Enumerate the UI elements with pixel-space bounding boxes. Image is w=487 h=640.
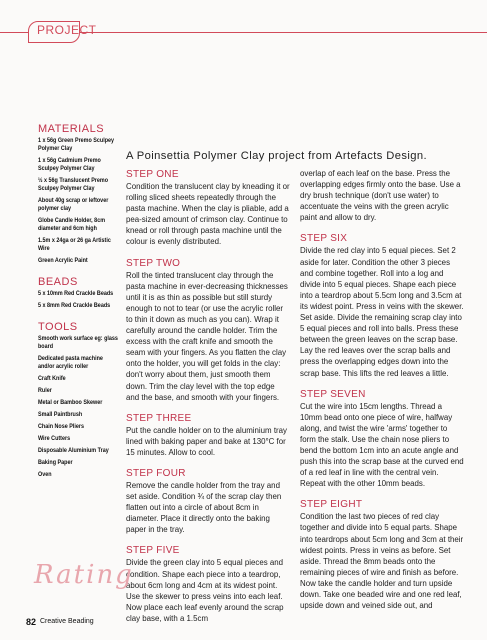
beads-section (38, 276, 118, 310)
step-heading: STEP TWO (126, 257, 181, 269)
tools-item: Disposable Aluminium Tray (38, 447, 109, 454)
beads-heading: BEADS (38, 276, 78, 288)
step-text: Divide the red clay into 5 equal pieces. Set 2 aside for later. Condition the other 3 pieces and combine together. Roll into a log and divide into 5 equal pieces. Shape each piece into a teardrop about 5.5cm long and 3.5cm at its widest point. Press in veins with the skewer. Set aside. Divide the remaining scrap clay into 5 equal pieces and roll into balls. Press these between the green leaves on the scrap base. Lay the red leaves over the scrap balls and press the overlapping edges down into the scrap base. This lifts the red leaves a little. (300, 246, 464, 378)
step-heading: STEP THREE (126, 412, 192, 424)
step-text: Put the candle holder on to the aluminium tray lined with baking paper and bake at 130°C for 15 minutes. Allow to cool. (126, 425, 287, 457)
step-heading: STEP FIVE (126, 545, 180, 557)
tools-heading: TOOLS (38, 321, 78, 333)
step-text: Cut the wire into 15cm lengths. Thread a 10mm bead onto one piece of wire, halfway along, and twist the wire 'arms' together to form the stalk. Use the chain nose pliers to bend the bottom 1cm into an acute angle and push this into the scrap base at the curved end of a red leaf in line with the central vein. Repeat with the other 10mm beads. (300, 401, 464, 489)
tools-item: Ruler (38, 387, 52, 394)
step-text: Condition the last two pieces of red clay together and divide into 5 equal parts. Shape into teardrops about 5cm long and 3cm at their widest points. Press in veins as before. Set aside. Thread the 8mm beads onto the remaining pieces of wire and finish as before. Now take the candle holder and turn upside down. Take one beaded wire and one red leaf, upside down and veined side out, and (300, 512, 464, 611)
tools-list (38, 335, 118, 479)
intro-line: A Poinsettia Polymer Clay project from Artefacts Design. (126, 150, 427, 162)
materials-item: ½ x 56g Translucent Premo Sculpey Polymer Clay (38, 177, 109, 192)
publication-name: Creative Beading (40, 618, 94, 625)
materials-heading: MATERIALS (38, 123, 105, 135)
tools-item: Craft Knife (38, 375, 66, 382)
step-text: Divide the green clay into 5 equal pieces and condition. Shape each piece into a teardrop, about 6cm long and 4cm at its widest point. Use the skewer to press veins into each leaf. Now place each leaf evenly around the scrap clay base, with a 1.5cm (126, 558, 284, 623)
section-label: PROJECT (37, 23, 97, 37)
page-number: 82 (26, 617, 37, 627)
step-heading: STEP SEVEN (300, 388, 366, 400)
beads-list (38, 290, 118, 310)
step-text: overlap of each leaf on the base. Press the overlapping edges firmly onto the base. Use a dry brush technique (don't use water) to accentuate the veins with the green acrylic paint and allow to dry. (300, 169, 461, 223)
beads-item: 5 x 10mm Red Crackle Beads (38, 290, 114, 297)
tools-item: Smooth work surface eg: glass board (38, 335, 118, 350)
step-heading: STEP EIGHT (300, 499, 363, 511)
materials-item: 1 x 56g Green Premo Sculpey Polymer Clay (38, 137, 115, 152)
tools-item: Oven (38, 471, 52, 478)
materials-section (38, 123, 118, 265)
step-text: Roll the tinted translucent clay through the pasta machine in ever-decreasing thicknesses until it is as thin as possible but still sturdy enough to not to tear (or use the acrylic roller to thin it down as much as you can). Wrap it carefully around the candle holder. Trim the excess with the craft knife and smooth the seam with your fingers. As you flatten the clay onto the holder, you will get folds in the clay: don't worry about them, just smooth them down. Trim the clay level with the top edge and the base, and smooth with your fingers. (126, 270, 288, 402)
tools-item: Baking Paper (38, 459, 73, 466)
materials-item: 1.5m x 24ga or 26 ga Artistic Wire (38, 237, 111, 252)
step-heading: STEP FOUR (126, 467, 186, 479)
materials-item: 1 x 56g Cadmium Premo Sculpey Polymer Clay (38, 157, 101, 172)
materials-list (38, 137, 118, 265)
rating-watermark: Rating (34, 560, 134, 590)
tools-item: Dedicated pasta machine and/or acrylic roller (38, 355, 103, 370)
step-heading: STEP SIX (300, 233, 348, 245)
tools-item: Chain Nose Pliers (38, 423, 84, 430)
step-heading: STEP ONE (126, 169, 179, 180)
step-text: Remove the candle holder from the tray and set aside. Condition ¾ of the scrap clay then flatten out into a circle of about 8cm in diameter. Place it directly onto the baking paper in the tray. (126, 480, 282, 535)
step-text: Condition the translucent clay by kneading it or rolling sliced sheets repeatedly through the pasta machine. When the clay is pliable, add a pea-sized amount of crimson clay. Continue to knead or roll through pasta machine until the colour is evenly distributed. (126, 182, 290, 247)
materials-item: About 40g scrap or leftover polymer clay (38, 197, 109, 212)
tools-item: Small Paintbrush (38, 411, 83, 418)
sidebar (38, 123, 118, 490)
right-column (300, 168, 464, 620)
beads-item: 5 x 8mm Red Crackle Beads (38, 302, 111, 309)
tools-section (38, 321, 118, 479)
materials-item: Green Acrylic Paint (38, 257, 88, 264)
tools-item: Metal or Bamboo Skewer (38, 399, 103, 406)
tools-item: Wire Cutters (38, 435, 71, 442)
left-column (126, 168, 290, 633)
materials-item: Globe Candle Holder, 8cm diameter and 6cm high (38, 217, 106, 232)
